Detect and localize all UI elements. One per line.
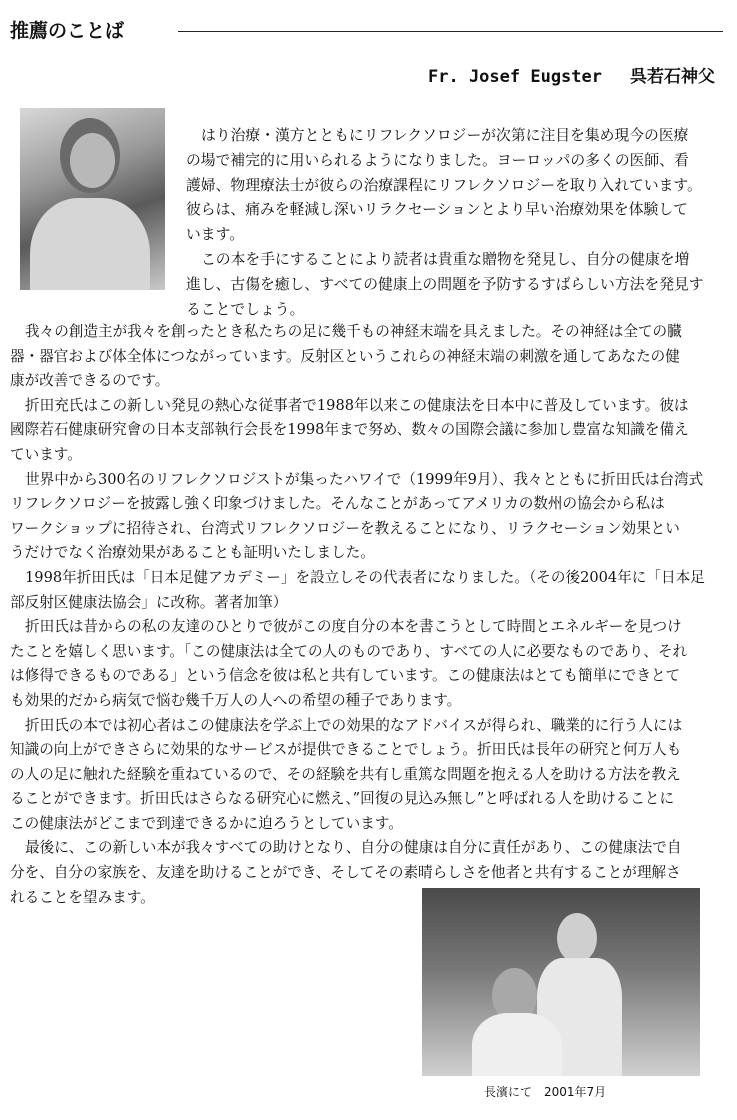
text-line: ています。: [10, 445, 82, 463]
text-line: リフレクソロジーを披露し強く印象づけました。そんなことがあってアメリカの数州の協会から私は: [10, 495, 665, 513]
text-line: 世界中から300名のリフレクソロジストが集ったハワイで（1999年9月）、我々とともに折田氏は台湾式: [25, 470, 704, 488]
text-line: 我々の創造主が我々を創ったとき私たちの足に幾千もの神経末端を具えました。その神経は全ての臓: [25, 323, 682, 340]
intro-paragraphs: [186, 124, 704, 322]
page-title: 推薦のことば: [10, 20, 125, 42]
text-line: も効果的だから病気で悩む幾千万人の人への希望の種子であります。: [10, 691, 462, 709]
text-line: 知識の向上ができさらに効果的なサービスが提供できることでしょう。折田氏は長年の研究と何万人も: [10, 741, 682, 759]
text-line: ることができます。折田氏はさらなる研究心に燃え、”回復の見込み無し”と呼ばれる人を助けることに: [10, 790, 675, 808]
text-line: 部反射区健康法協会」に改称。著者加筆）: [10, 593, 288, 611]
text-line: 折田氏の本では初心者はこの健康法を学ぶ上での効果的なアドバイスが得られ、職業的に行う人には: [25, 716, 683, 734]
text-line: 彼らは、痛みを軽減し深いリラクセーションとより早い治療効果を体験して: [186, 201, 688, 219]
text-line: 折田氏は昔からの私の友達のひとりで彼がこの度自分の本を書こうとして時間とエネルギーを見つけ: [25, 618, 682, 636]
text-line: 折田充氏はこの新しい発見の熱心な従事者で1988年以来この健康法を日本中に普及しています。彼は: [25, 396, 689, 414]
text-line: 1998年折田氏は「日本足健アカデミー」を設立しその代表者になりました。（その後2004年に「日本足: [25, 568, 705, 586]
text-line: この本を手にすることにより読者は貴重な贈物を発見し、自分の健康を増: [201, 250, 690, 268]
text-line: の場で補完的に用いられるようになりました。ヨーロッパの多くの医師、看: [186, 151, 689, 169]
text-line: たことを嬉しく思います。「この健康法は全ての人のものであり、すべての人に必要なものであり、それ: [10, 642, 688, 660]
author-portrait-photo: [20, 108, 165, 290]
text-line: この健康法がどこまで到達できるかに迫ろうとしています。: [10, 814, 403, 832]
text-line: 護婦、物理療法士が彼らの治療課程にリフレクソロジーを取り入れています。: [186, 176, 702, 194]
text-line: 最後に、この新しい本が我々すべての助けとなり、自分の健康は自分に責任があり、この健康法で自: [25, 839, 682, 857]
text-line: ワークショップに招待され、台湾式リフレクソロジーを教えることになり、リラクセーション効果とい: [10, 519, 680, 537]
text-line: 國際若石健康研究會の日本支部執行会長を1998年まで努め、数々の国際会議に参加し豊富な知識を備え: [10, 421, 689, 439]
group-photo: [422, 888, 700, 1076]
text-line: ることでしょう。: [186, 300, 305, 318]
photo-caption: 長濱にて 2001年7月: [484, 1085, 607, 1099]
text-line: の人の足に触れた経験を重ねているので、その経験を共有し重篤な問題を抱える人を助ける方法を教え: [10, 765, 681, 783]
text-line: 分を、自分の家族を、友達を助けることができ、そしてその素晴らしさを他者と共有することが理解さ: [10, 864, 681, 882]
text-line: 進し、古傷を癒し、すべての健康上の問題を予防するすばらしい方法を発見す: [186, 275, 704, 293]
title-rule-divider: [178, 31, 723, 32]
text-line: はり治療・漢方とともにリフレクソロジーが次第に注目を集め現今の医療: [201, 127, 689, 144]
author-name-en: Fr. Josef Eugster: [428, 67, 602, 87]
text-line: います。: [186, 226, 245, 244]
author-name-ja: 呉若石神父: [630, 67, 715, 87]
text-line: 器・器官および体全体につながっています。反射区というこれらの神経末端の刺激を通してあなたの健: [10, 347, 680, 365]
body-paragraphs: [10, 320, 705, 910]
text-line: うだけでなく治療効果があることも証明いたしました。: [10, 544, 375, 562]
author-line: [428, 62, 715, 87]
text-line: れることを望みます。: [10, 888, 155, 906]
text-line: 康が改善できるのです。: [10, 372, 170, 390]
text-line: は修得できるものである」という信念を彼は私と共有しています。この健康法はとても簡単にできとて: [10, 667, 681, 685]
